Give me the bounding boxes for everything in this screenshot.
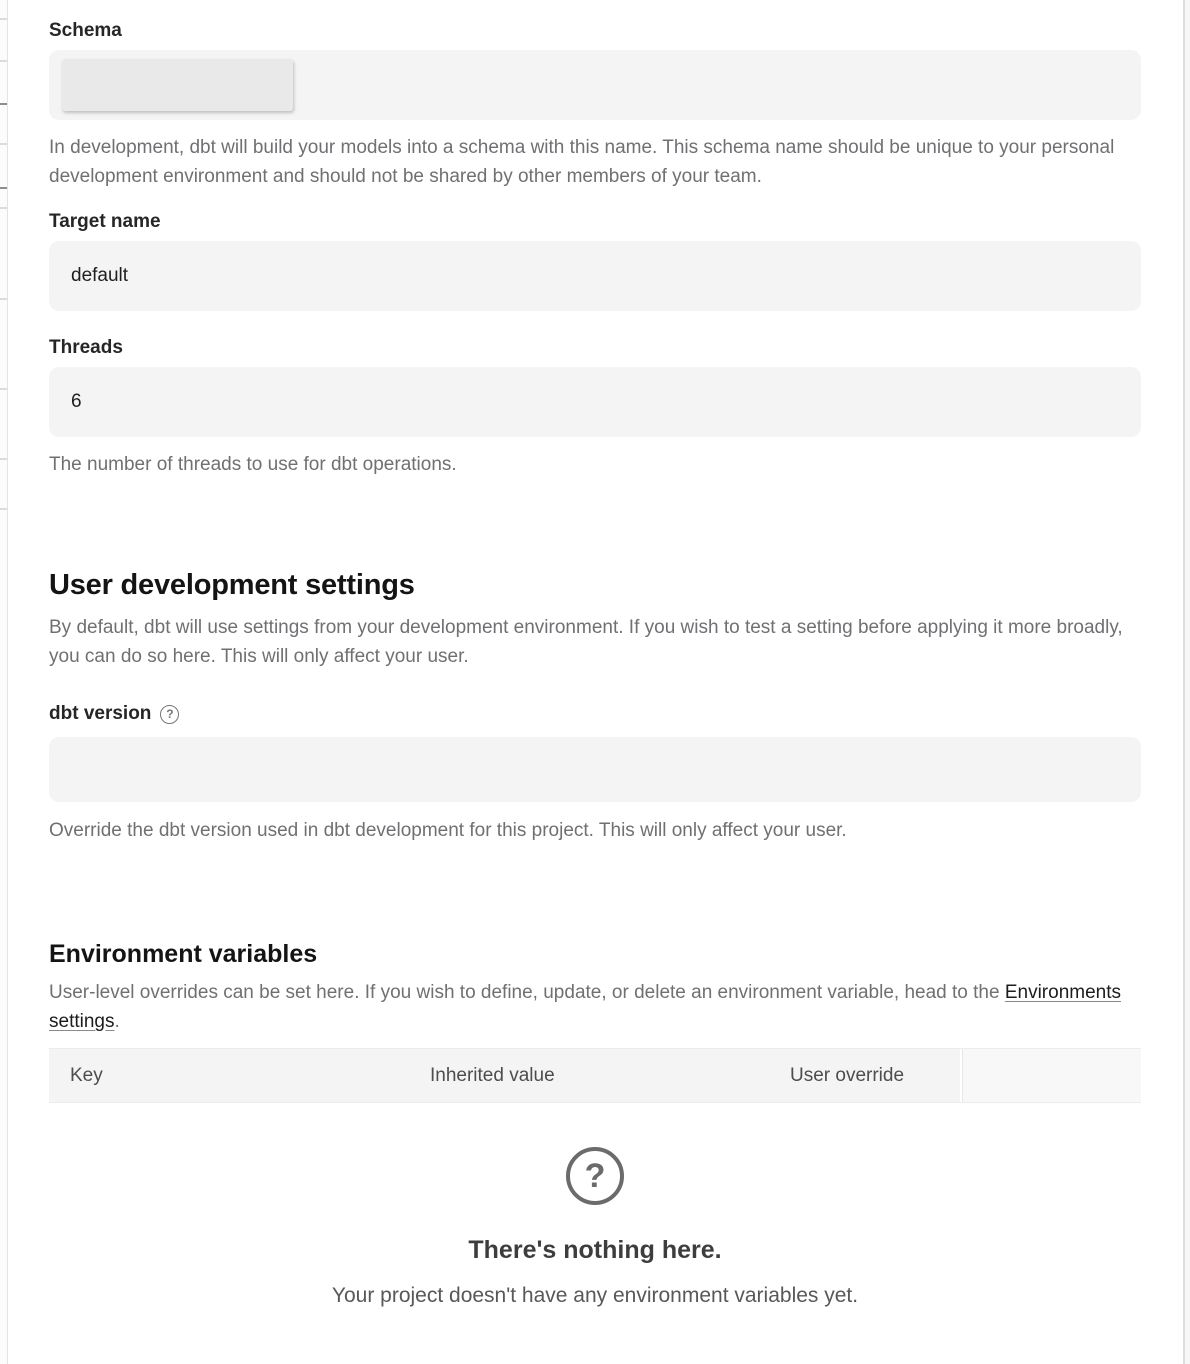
schema-input[interactable] bbox=[49, 50, 1141, 120]
column-header-key: Key bbox=[49, 1049, 409, 1102]
env-variables-table-header bbox=[49, 1048, 1141, 1103]
target-name-label-text: Target name bbox=[49, 211, 161, 232]
environment-variables-title: Environment variables bbox=[49, 940, 318, 968]
question-circle-icon[interactable]: ? bbox=[160, 705, 179, 724]
left-panel-edge bbox=[0, 0, 8, 1364]
column-header-user-override: User override bbox=[769, 1049, 960, 1102]
edge-tick bbox=[0, 143, 7, 145]
loading-skeleton bbox=[62, 59, 293, 111]
edge-tick bbox=[0, 508, 7, 510]
edge-tick bbox=[0, 458, 7, 460]
env-variables-empty-state bbox=[49, 1147, 1141, 1309]
question-circle-icon: ? bbox=[566, 1147, 624, 1205]
empty-state-subtitle: Your project doesn't have any environment variables yet. bbox=[331, 1284, 859, 1307]
schema-label bbox=[49, 20, 1141, 42]
dbt-version-input[interactable] bbox=[49, 737, 1141, 802]
edge-tick bbox=[0, 187, 7, 189]
threads-help-text: The number of threads to use for dbt operations. bbox=[49, 454, 457, 475]
target-name-label bbox=[49, 211, 1141, 233]
dbt-version-label bbox=[49, 703, 1141, 725]
edge-tick bbox=[0, 103, 7, 105]
schema-help-text: In development, dbt will build your models into a schema with this name. This schema name should be unique to your personal development environment and should not be shared by other members of your team. bbox=[49, 137, 1115, 187]
edge-tick bbox=[0, 18, 7, 20]
env-description-period: . bbox=[114, 1011, 120, 1032]
column-header-actions bbox=[960, 1049, 1141, 1102]
empty-state-title: There's nothing here. bbox=[468, 1236, 722, 1264]
threads-label-text: Threads bbox=[49, 337, 123, 358]
dbt-version-label-text: dbt version bbox=[49, 703, 152, 724]
edge-tick bbox=[0, 388, 7, 390]
edge-tick bbox=[0, 207, 7, 209]
threads-input[interactable] bbox=[49, 367, 1141, 437]
scrollbar-track[interactable] bbox=[1183, 0, 1190, 1364]
threads-label bbox=[49, 337, 1141, 359]
edge-tick bbox=[0, 60, 7, 62]
credentials-settings-panel bbox=[49, 0, 1141, 1309]
env-description-text: User-level overrides can be set here. If you wish to define, update, or delete an environment variable, head to the bbox=[49, 982, 1005, 1003]
user-development-settings-title: User development settings bbox=[49, 569, 415, 601]
target-name-input[interactable] bbox=[49, 241, 1141, 311]
user-development-settings-description: By default, dbt will use settings from your development environment. If you wish to test a setting before applying it more broadly, you can do so here. This will only affect your user. bbox=[49, 617, 1123, 667]
environment-variables-description bbox=[49, 978, 1141, 1036]
column-header-inherited-value: Inherited value bbox=[409, 1049, 769, 1102]
environments-settings-link[interactable]: Environments settings bbox=[49, 982, 1122, 1032]
edge-tick bbox=[0, 298, 7, 300]
dbt-version-help-text: Override the dbt version used in dbt development for this project. This will only affect your user. bbox=[49, 820, 847, 841]
schema-label-text: Schema bbox=[49, 20, 122, 41]
